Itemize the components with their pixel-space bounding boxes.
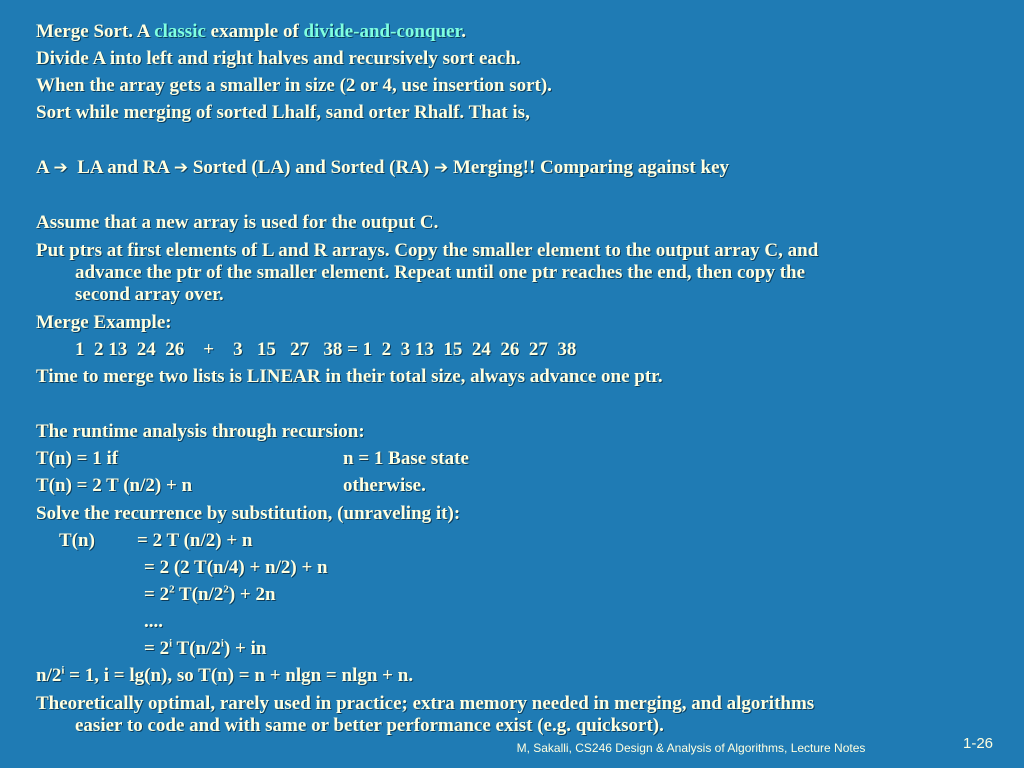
recurrence-general-left: T(n) = 2 T (n/2) + n [36, 475, 193, 496]
highlight-divide-and-conquer: divide-and-conquer [303, 21, 462, 42]
step-i-sup2: i [220, 637, 224, 650]
line-merge-example: 1 2 13 24 26 + 3 15 27 38 = 1 2 3 13 15 24 26 27 38 [75, 339, 577, 360]
recurrence-base-left: T(n) = 1 if [36, 448, 119, 469]
line-step-i [144, 637, 266, 660]
line-ellipsis: .... [144, 611, 163, 632]
line-runtime-analysis: The runtime analysis through recursion: [36, 421, 365, 442]
footer-credit: M, Sakalli, CS246 Design & Analysis of Algorithms, Lecture Notes [516, 741, 866, 755]
line-linear: Time to merge two lists is LINEAR in their total size, always advance one ptr. [36, 366, 663, 387]
recurrence-general-right: otherwise. [343, 475, 426, 496]
line-step-1 [59, 529, 252, 552]
recurrence-base-right: n = 1 Base state [343, 448, 469, 469]
conclusion-a: n/2 [36, 665, 62, 686]
line-theoretical-1: Theoretically optimal, rarely used in practice; extra memory needed in merging, and algorithms [36, 693, 815, 714]
line-merge-example-label: Merge Example: [36, 312, 172, 333]
highlight-classic: classic [154, 21, 206, 42]
line-recurrence-base [36, 447, 469, 470]
conclusion-sup: i [61, 664, 65, 677]
page-number: 1-26 [963, 735, 994, 752]
step-3-b: T(n/2 [174, 584, 224, 605]
chain-sorted: Sorted (LA) and Sorted (RA) [188, 157, 434, 178]
line-sort-merging: Sort while merging of sorted Lhalf, sand orter Rhalf. That is, [36, 102, 530, 123]
line-insertion: When the array gets a smaller in size (2 or 4, use insertion sort). [36, 75, 552, 96]
chain-merging: Merging!! Comparing against key [448, 157, 730, 178]
step-i-c: ) + in [223, 638, 267, 659]
right-arrow-icon: ➔ [53, 158, 68, 178]
step-3-sup1: 2 [169, 583, 175, 596]
line-conclusion [36, 664, 413, 687]
line-solve: Solve the recurrence by substitution, (unraveling it): [36, 503, 461, 524]
line-theoretical-2: easier to code and with same or better performance exist (e.g. quicksort). [75, 715, 664, 736]
line-ptrs-2: advance the ptr of the smaller element. Repeat until one ptr reaches the end, then copy the [75, 262, 806, 283]
right-arrow-icon: ➔ [173, 158, 189, 178]
step-1-lhs: T(n) [59, 530, 95, 551]
line-step-3 [144, 583, 276, 606]
line-assume: Assume that a new array is used for the output C. [36, 212, 439, 233]
chain-la-ra: LA and RA [67, 157, 174, 178]
step-1-rhs: = 2 T (n/2) + n [137, 530, 253, 551]
step-3-a: = 2 [144, 584, 170, 605]
step-i-b: T(n/2 [172, 638, 221, 659]
step-i-sup1: i [169, 637, 173, 650]
title-text-e: . [461, 21, 466, 42]
title-text-a: Merge Sort. A [36, 21, 155, 42]
right-arrow-icon: ➔ [434, 158, 449, 178]
title-text-c: example of [205, 21, 304, 42]
line-ptrs-3: second array over. [75, 284, 224, 305]
line-ptrs-1: Put ptrs at first elements of L and R arrays. Copy the smaller element to the output array C, and [36, 240, 819, 261]
line-arrow-chain [36, 156, 729, 180]
step-i-a: = 2 [144, 638, 170, 659]
step-3-sup2: 2 [223, 583, 229, 596]
line-recurrence-general [36, 474, 426, 497]
chain-a: A [36, 157, 54, 178]
line-step-2: = 2 (2 T(n/4) + n/2) + n [144, 557, 328, 578]
step-3-c: ) + 2n [228, 584, 276, 605]
line-title [36, 20, 466, 43]
conclusion-b: = 1, i = lg(n), so T(n) = n + nlgn = nlgn + n. [64, 665, 414, 686]
line-divide: Divide A into left and right halves and recursively sort each. [36, 48, 521, 69]
